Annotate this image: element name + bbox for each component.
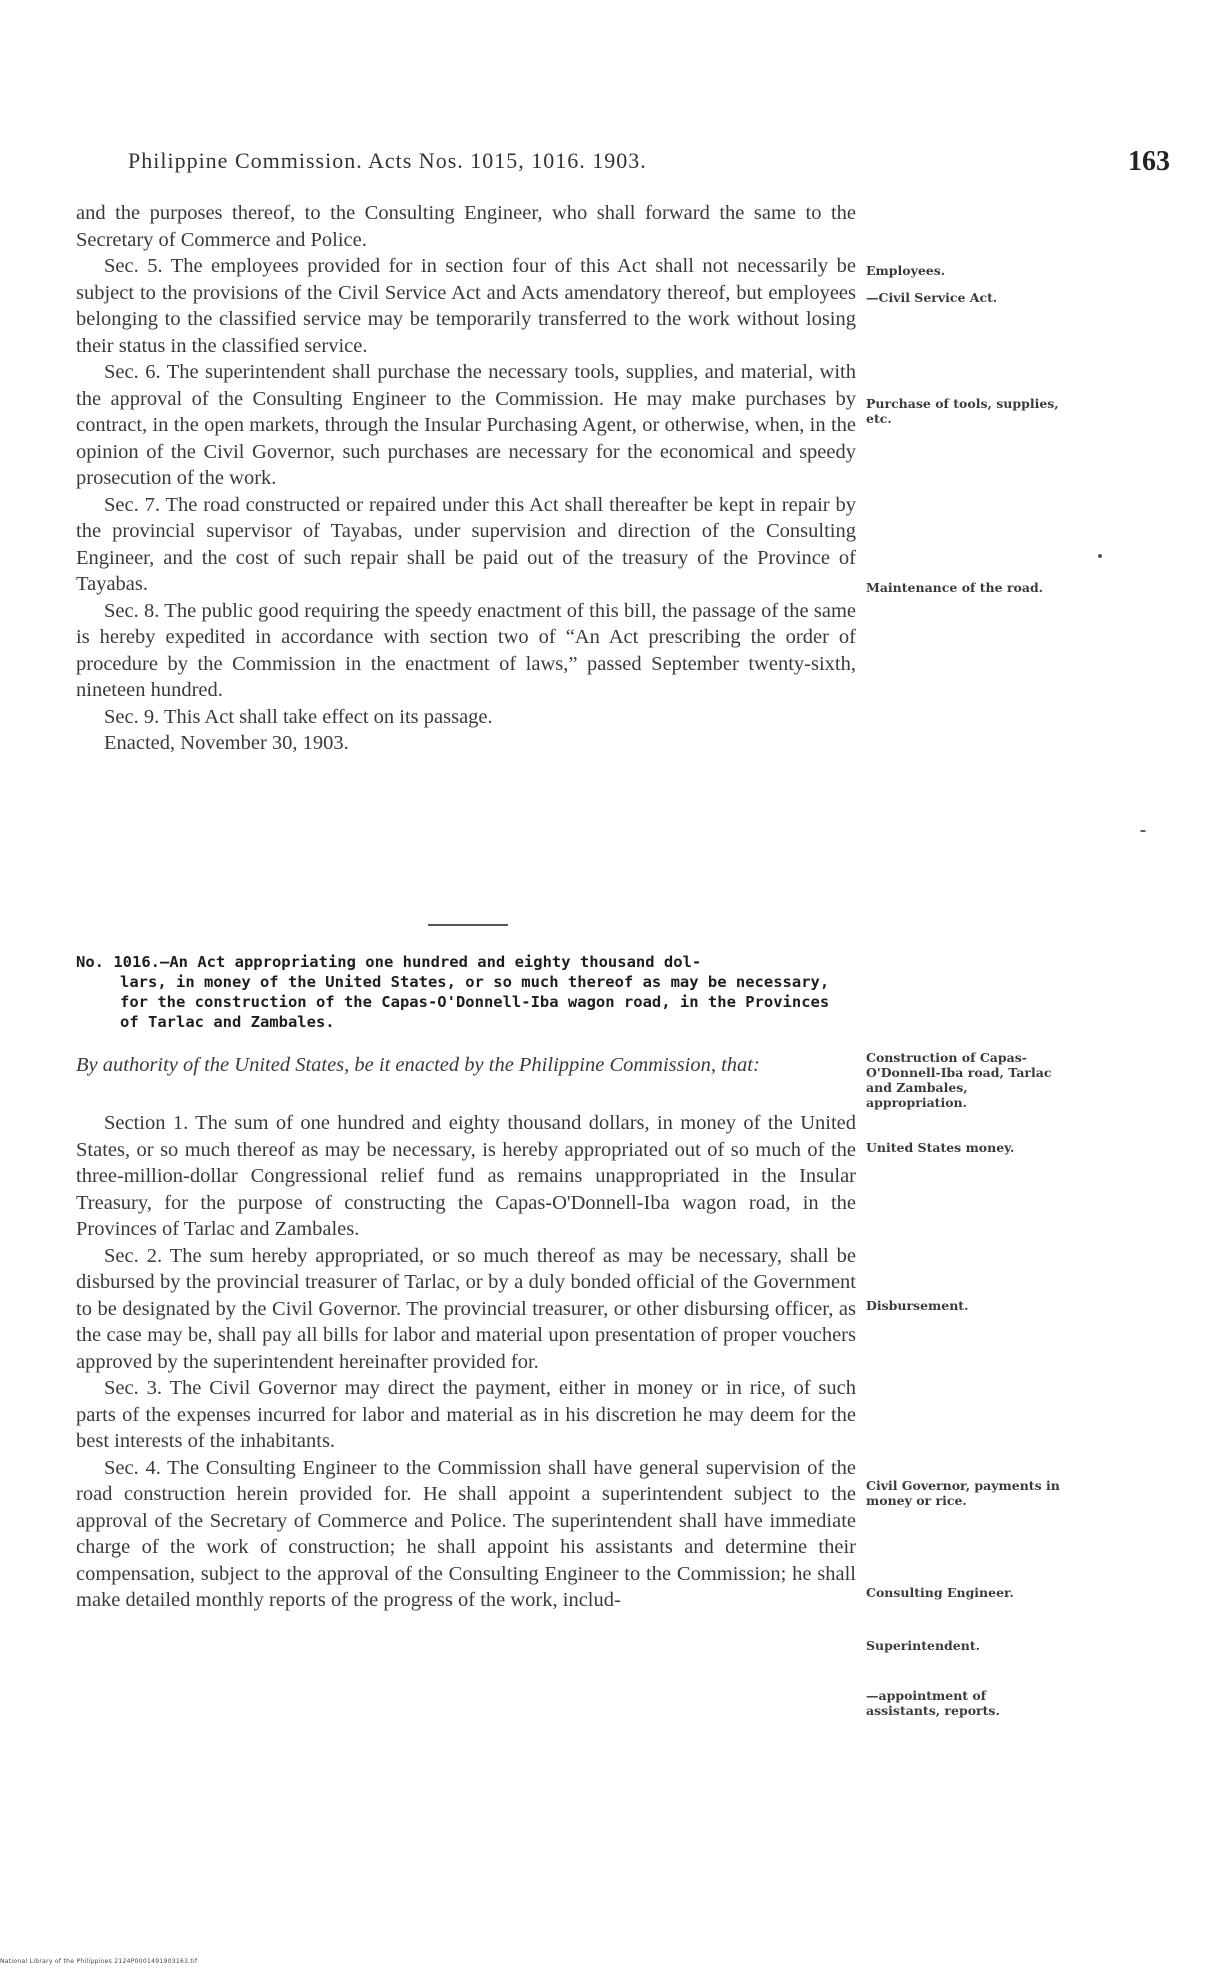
section-7: Sec. 7. The road constructed or repaired under this Act shall thereafter be kept in repair by the provincial supervisor of Tayabas, under supervision and direction of the Consulting Engineer, and the cost of such repair shall be paid out of the treasury of the Province of Tayabas. (76, 493, 856, 595)
scan-speck (1140, 830, 1146, 832)
margin-note-employees: Employees. (866, 263, 946, 278)
section-4: Sec. 4. The Consulting Engineer to the Commission shall have general supervision of the road construction herein provided for. He shall appoint a superintendent subject to the approval of the Secretary of Commerce and Police. The superintendent shall have immediate charge of the work of construction; he shall appoint his assistants and determine their compensation, subject to the approval of the Consulting Engineer to the Commission; he shall make detailed monthly reports of the progress of the work, includ- (76, 1456, 856, 1611)
margin-note-construction: Construction of Capas-O'Donnell-Iba road, Tarlac and Zambales, appropriation. (866, 1050, 1052, 1110)
paragraph-continuation: and the purposes thereof, to the Consulting Engineer, who shall forward the same to the Secretary of Commerce and Police. (76, 202, 856, 251)
running-head: Philippine Commission. Acts Nos. 1015, 1016. 1903. (128, 148, 647, 173)
section-3: Sec. 3. The Civil Governor may direct the payment, either in money or in rice, of such parts of the expenses incurred for labor and material as in his discretion he may deem for the best interests of the inhabitants. (76, 1377, 856, 1452)
section-6: Sec. 6. The superintendent shall purchase the necessary tools, supplies, and material, with the approval of the Consulting Engineer to the Commission. He may make purchases by contract, in the open markets, through the Insular Purchasing Agent, or otherwise, when, in the opinion of the Civil Governor, such purchases are necessary for the economical and speedy prosecution of the work. (76, 361, 856, 489)
act-1016-heading (76, 952, 856, 1032)
enacted-date: Enacted, November 30, 1903. (104, 732, 349, 754)
enacting-clause: By authority of the United States, be it enacted by the Philippine Commission, that: (76, 1054, 760, 1076)
section-9: Sec. 9. This Act shall take effect on its passage. (104, 705, 493, 728)
margin-note-appointment: —appointment of assistants, reports. (866, 1688, 1000, 1718)
margin-note-disbursement: Disbursement. (866, 1298, 969, 1313)
margin-note-consulting-engineer: Consulting Engineer. (866, 1585, 1014, 1600)
margin-note-civil-governor: Civil Governor, payments in money or rice. (866, 1478, 1060, 1508)
section-1: Section 1. The sum of one hundred and eighty thousand dollars, in money of the United States, or so much thereof as may be necessary, is hereby appropriated out of so much of the three-million-dollar Congressional relief fund as remains unappropriated in the Insular Treasury, for the purpose of constructing the Capas-O'Donnell-Iba wagon road, in the Provinces of Tarlac and Zambales. (76, 1112, 856, 1240)
scan-footer: National Library of the Philippines 2124P0001491903163.tif (0, 1958, 198, 1965)
margin-note-us-money: United States money. (866, 1140, 1015, 1155)
margin-note-civil-service: —Civil Service Act. (866, 290, 998, 305)
scan-speck (1098, 554, 1102, 558)
act-1015-text (76, 200, 856, 757)
act-1016-heading-first-line: No. 1016.—An Act appropriating one hundred and eighty thousand dol- (76, 953, 702, 971)
margin-note-maintenance: Maintenance of the road. (866, 580, 1044, 595)
margin-note-superintendent: Superintendent. (866, 1638, 980, 1653)
act-1016-text (76, 1110, 856, 1614)
section-divider (428, 924, 508, 926)
section-5: Sec. 5. The employees provided for in section four of this Act shall not necessarily be subject to the provisions of the Civil Service Act and Acts amendatory thereof, but employees belonging to the classified service may be temporarily transferred to the work without losing their status in the classified service. (76, 255, 856, 357)
page-number: 163 (1128, 146, 1170, 177)
section-8: Sec. 8. The public good requiring the speedy enactment of this bill, the passage of the same is hereby expedited in accordance with section two of “An Act prescribing the order of procedure by the Commission in the enactment of laws,” passed September twenty-sixth, nineteen hundred. (76, 599, 856, 701)
section-2: Sec. 2. The sum hereby appropriated, or so much thereof as may be necessary, shall be disbursed by the provincial treasurer of Tarlac, or by a duly bonded official of the Government to be designated by the Civil Governor. The provincial treasurer, or other disbursing officer, as the case may be, shall pay all bills for labor and material upon presentation of proper vouchers approved by the superintendent hereinafter provided for. (76, 1244, 856, 1373)
margin-note-purchase: Purchase of tools, supplies, etc. (866, 396, 1059, 426)
act-1016-heading-rest: lars, in money of the United States, or so much thereof as may be necessary, for the construction of the Capas-O'Donnell-Iba wagon road, in the Provinces of Tarlac and Zambales. (120, 973, 830, 1031)
